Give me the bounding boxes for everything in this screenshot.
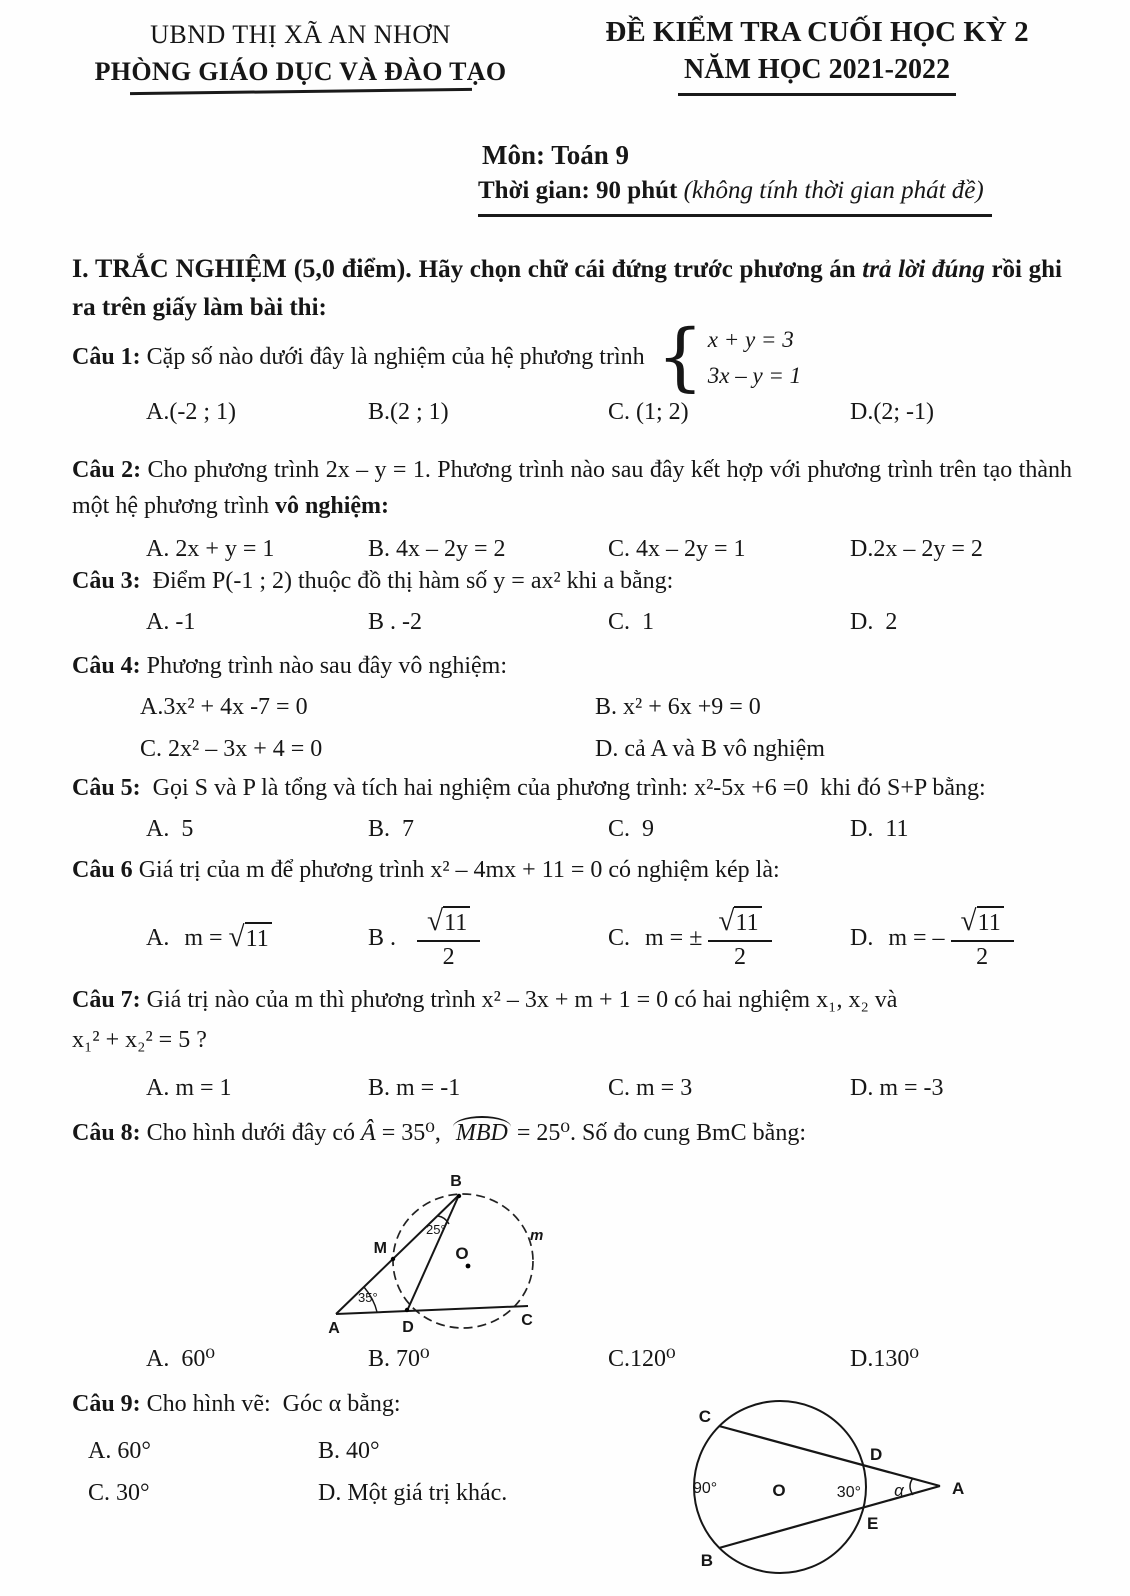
option-a: A.3x² + 4x -7 = 0 <box>140 694 308 721</box>
option-b: B. 4x – 2y = 2 <box>368 535 506 562</box>
question-6-label: Câu 6 <box>72 857 133 883</box>
label-B: B <box>700 1551 713 1570</box>
label-C: C <box>698 1407 711 1426</box>
system-brace: { <box>656 314 704 401</box>
question-8-label: Câu 8: <box>72 1120 147 1146</box>
header-exam-title <box>583 16 1051 96</box>
arc-MBD: MBD <box>453 1120 511 1146</box>
option-a: A. 5 <box>146 816 194 843</box>
org-underline <box>129 88 471 95</box>
sqrt-11: √ 11 <box>229 922 272 954</box>
question-1-stem: Câu 1: Cặp số nào dưới đây là nghiệm của hệ phương trình { x + y = 3 3x – y = 1 <box>72 314 802 401</box>
label-E: E <box>867 1514 879 1533</box>
label-B: B <box>450 1173 462 1190</box>
section-1-instruction-tail: rồi ghi ra trên giấy làm bài thi: <box>72 256 1062 321</box>
option-b: B . -2 <box>368 609 422 636</box>
exam-title-line1: ĐỀ KIỂM TRA CUỐI HỌC KỲ 2 <box>605 16 1029 48</box>
center-dot <box>466 1264 471 1269</box>
option-c: C. 4x – 2y = 1 <box>608 535 746 562</box>
point-D <box>405 1308 409 1312</box>
question-8-stem: Câu 8: Cho hình dưới đây có Â = 35⁰, MBD = 25⁰. Số đo cung BmC bằng: <box>72 1120 807 1146</box>
question-9 <box>72 1386 672 1507</box>
question-4-options <box>72 694 1064 763</box>
point-B <box>457 1194 461 1198</box>
label-D: D <box>870 1445 883 1464</box>
option-c: C. 9 <box>608 816 655 843</box>
section-1-instruction-italic: trả lời đúng <box>862 256 985 283</box>
org-name-line1: UBND THỊ XÃ AN NHƠN <box>150 20 451 49</box>
option-b: B. x² + 6x +9 = 0 <box>595 694 761 721</box>
option-a: A. 2x + y = 1 <box>146 535 275 562</box>
org-name-line2: PHÒNG GIÁO DỤC VÀ ĐÀO TẠO <box>94 57 507 86</box>
option-d: D. m = -3 <box>850 1074 944 1101</box>
label-arc-m: m <box>530 1227 544 1244</box>
fraction-sqrt11-over-2: √ 11 2 <box>708 906 771 971</box>
system-equation-2: 3x – y = 1 <box>707 362 802 388</box>
secant-A-C <box>336 1306 528 1314</box>
option-a: A.(-2 ; 1) <box>146 399 236 426</box>
option-b: B. 70⁰ <box>368 1346 430 1372</box>
option-b: B. 7 <box>368 816 415 843</box>
question-1 <box>72 314 1064 426</box>
question-2 <box>72 452 1079 563</box>
question-3-options <box>72 609 1064 636</box>
duration-bold: Thời gian: 90 phút <box>478 177 684 204</box>
question-8 <box>72 1115 1064 1151</box>
option-d: D. Một giá trị khác. <box>318 1480 508 1507</box>
label-A: A <box>952 1479 965 1498</box>
q9-circle-figure <box>645 1366 985 1596</box>
option-d: D.(2; -1) <box>850 399 934 426</box>
duration-note: (không tính thời gian phát đề) <box>683 177 984 204</box>
option-c: C. 2x² – 3x + 4 = 0 <box>140 736 323 763</box>
question-3-label: Câu 3: <box>72 568 147 594</box>
question-4 <box>72 648 1064 763</box>
option-c: C. 1 <box>608 609 655 636</box>
label-A: A <box>328 1320 340 1337</box>
section-1-instruction: Hãy chọn chữ cái đứng trước phương án <box>418 256 863 283</box>
angle-A-hat: Â <box>361 1120 376 1146</box>
question-4-label: Câu 4: <box>72 653 147 679</box>
option-b: B. m = -1 <box>368 1074 461 1101</box>
option-c: C. 30° <box>88 1480 150 1507</box>
question-5-stem: Câu 5: Gọi S và P là tổng và tích hai nghiệm của phương trình: x²-5x +6 =0 khi đó S+P bằng: <box>72 775 986 801</box>
question-7-options <box>72 1075 1064 1102</box>
question-6-options <box>72 892 1064 984</box>
point-M <box>391 1257 395 1261</box>
question-6 <box>72 852 1064 984</box>
subject-line: Môn: Toán 9 <box>482 140 630 170</box>
question-2-label: Câu 2: <box>72 457 148 483</box>
question-9-stem: Câu 9: Cho hình vẽ: Góc α bằng: <box>72 1391 401 1417</box>
option-a: A. m = √ 11 <box>146 922 368 954</box>
label-alpha: α <box>894 1481 904 1500</box>
question-1-options <box>72 399 1064 426</box>
question-9-label: Câu 9: <box>72 1391 147 1417</box>
q8-circle-figure <box>316 1156 638 1340</box>
option-d: D. m = – √ 11 2 <box>850 906 1064 971</box>
question-4-stem: Câu 4: Phương trình nào sau đây vô nghiệm: <box>72 653 507 679</box>
label-angle-25: 25° <box>426 1222 446 1237</box>
label-angle-35: 35° <box>358 1290 378 1305</box>
option-d: D.130⁰ <box>850 1346 919 1372</box>
option-a: A. 60° <box>88 1438 151 1465</box>
option-a: A. -1 <box>146 609 196 636</box>
option-c: C.120⁰ <box>608 1346 676 1372</box>
duration-line <box>478 177 992 217</box>
question-3 <box>72 563 1064 636</box>
option-c: C. m = ± √ 11 2 <box>608 906 850 971</box>
label-O: O <box>772 1481 786 1500</box>
secant-B-E-A <box>719 1486 940 1548</box>
label-O: O <box>455 1244 469 1263</box>
section-1-title: I. TRẮC NGHIỆM (5,0 điểm). <box>72 254 419 283</box>
option-d: D. 2 <box>850 609 898 636</box>
option-b: B . √ 11 2 <box>368 906 608 971</box>
question-5 <box>72 770 1064 843</box>
question-2-stem: Câu 2: Cho phương trình 2x – y = 1. Phương trình nào sau đây kết hợp với phương trình trên tạo thành một hệ phương trình vô nghiệm: <box>72 457 1079 520</box>
secant-A-B <box>336 1195 459 1314</box>
option-c: C. m = 3 <box>608 1074 693 1101</box>
secant-C-D-A <box>719 1426 940 1486</box>
question-5-options <box>72 816 1064 843</box>
label-C: C <box>521 1312 533 1329</box>
exam-title-line2: NĂM HỌC 2021-2022 <box>678 54 956 96</box>
angle-arc-alpha <box>910 1478 913 1495</box>
option-d: D. cả A và B vô nghiệm <box>595 736 825 763</box>
system-equation-1: x + y = 3 <box>707 327 794 352</box>
label-arc-90: 90° <box>693 1480 718 1497</box>
label-D: D <box>402 1319 414 1336</box>
section-1-heading <box>72 249 1062 326</box>
question-3-stem: Câu 3: Điểm P(-1 ; 2) thuộc đồ thị hàm số y = ax² khi a bằng: <box>72 568 674 594</box>
question-7-condition: x₁² + x₂² = 5 ? <box>72 1027 207 1054</box>
equation-system <box>656 314 802 401</box>
option-b: B.(2 ; 1) <box>368 399 449 426</box>
label-arc-30: 30° <box>836 1484 861 1501</box>
question-7-stem: Câu 7: Giá trị nào của m thì phương trình x² – 3x + m + 1 = 0 có hai nghiệm x₁, x₂ và <box>72 987 898 1013</box>
option-d: D. 11 <box>850 816 909 843</box>
question-7 <box>72 982 1064 1102</box>
question-5-label: Câu 5: <box>72 775 147 801</box>
question-9-options <box>72 1438 674 1507</box>
fraction-sqrt11-over-2: √ 11 2 <box>951 906 1014 971</box>
option-d: D.2x – 2y = 2 <box>850 535 983 562</box>
question-6-stem: Câu 6 Giá trị của m để phương trình x² – 4mx + 11 = 0 có nghiệm kép là: <box>72 857 780 883</box>
header-organization <box>78 20 523 93</box>
question-1-label: Câu 1: <box>72 344 147 371</box>
question-2-options <box>72 536 1072 563</box>
option-c: C. (1; 2) <box>608 399 689 426</box>
label-M: M <box>373 1240 387 1257</box>
option-a: A. 60⁰ <box>146 1346 215 1372</box>
option-b: B. 40° <box>318 1438 380 1465</box>
question-7-label: Câu 7: <box>72 987 147 1013</box>
fraction-sqrt11-over-2: √ 11 2 <box>417 906 480 971</box>
option-a: A. m = 1 <box>146 1074 232 1101</box>
